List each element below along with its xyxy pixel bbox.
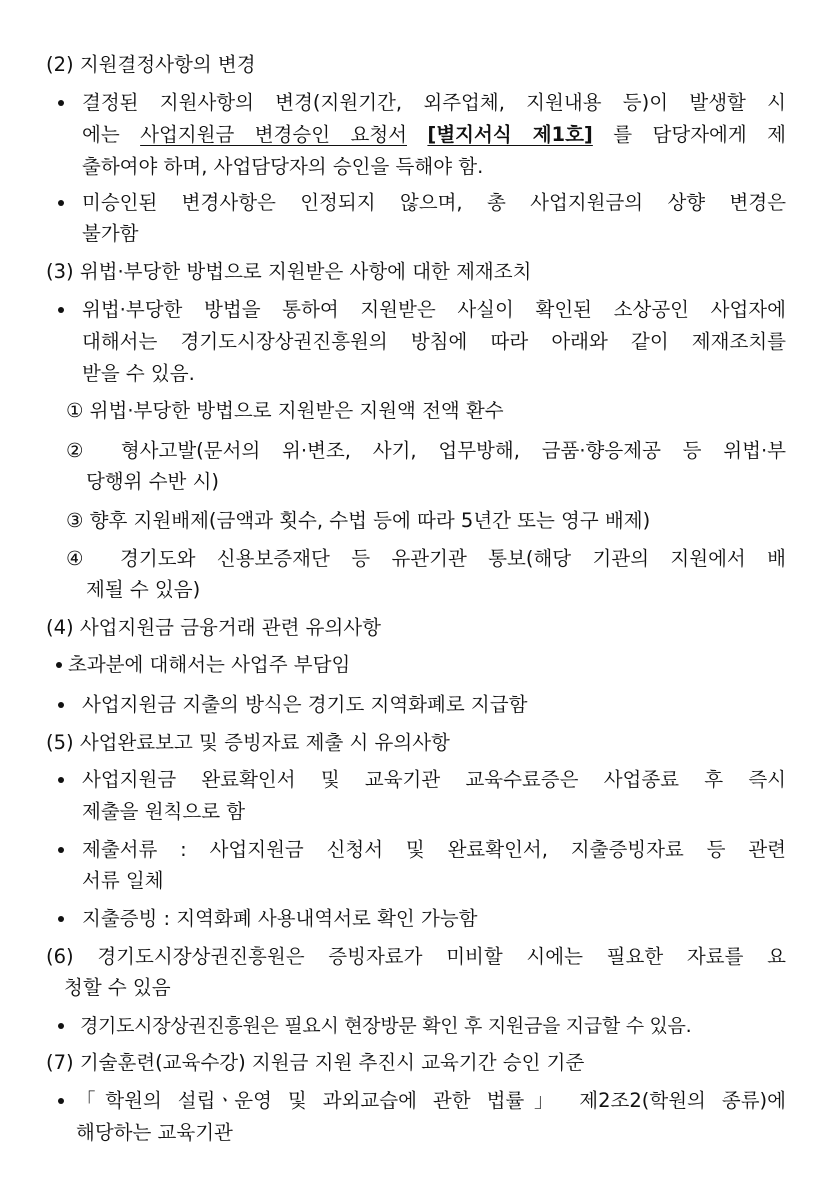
s3-bullet1-line2: 대해서는 경기도시장상권진흥원의 방침에 따라 아래와 같이 제재조치를 <box>82 330 786 353</box>
s5-bullet2-line1: 제출서류 : 사업지원금 신청서 및 완료확인서, 지출증빙자료 등 관련 <box>82 838 786 861</box>
s2-bullet2-line2: 불가함 <box>82 222 139 245</box>
section-heading-4: (4) 사업지원금 금융거래 관련 유의사항 <box>46 616 381 639</box>
s2-bullet1-line1: 결정된 지원사항의 변경(지원기간, 외주업체, 지원내용 등)이 발생할 시 <box>82 91 786 114</box>
bullet <box>58 100 64 106</box>
bullet <box>58 702 64 708</box>
sanction-item-3: ③ 향후 지원배제(금액과 횟수, 수법 등에 따라 5년간 또는 영구 배제) <box>66 509 651 532</box>
s5-bullet1-line1: 사업지원금 완료확인서 및 교육기관 교육수료증은 사업종료 후 즉시 <box>82 768 786 791</box>
section-heading-3: (3) 위법·부당한 방법으로 지원받은 사항에 대한 제재조치 <box>46 260 532 283</box>
section-heading-6-line2: 청할 수 있음 <box>64 976 171 999</box>
s5-bullet1-line2: 제출을 원칙으로 함 <box>82 800 246 823</box>
bullet <box>58 1098 64 1104</box>
s3-bullet1-line1: 위법·부당한 방법을 통하여 지원받은 사실이 확인된 소상공인 사업자에 <box>82 298 786 321</box>
s6-bullet1: 경기도시장상권진흥원은 필요시 현장방문 확인 후 지원금을 지급할 수 있음. <box>80 1015 692 1037</box>
section-heading-2: (2) 지원결정사항의 변경 <box>46 53 256 76</box>
sanction-item-1: ① 위법·부당한 방법으로 지원받은 지원액 전액 환수 <box>66 399 504 422</box>
bullet <box>58 307 64 313</box>
s7-bullet1-line1: 「학원의 설립ㆍ운영 및 과외교습에 관한 법률」 제2조2(학원의 종류)에 <box>76 1089 786 1112</box>
bullet <box>58 1023 64 1029</box>
bullet <box>58 916 64 922</box>
s2-bullet1-line2: 에는 사업지원금 변경승인 요청서 [별지서식 제1호] 를 담당자에게 제 <box>82 123 786 146</box>
s3-bullet1-line3: 받을 수 있음. <box>82 362 195 385</box>
form-id: [별지서식 제1호] <box>427 123 593 146</box>
bullet <box>58 200 64 206</box>
section-heading-5: (5) 사업완료보고 및 증빙자료 제출 시 유의사항 <box>46 731 450 754</box>
s4-bullet1: 초과분에 대해서는 사업주 부담임 <box>68 653 351 676</box>
bullet <box>56 662 62 668</box>
s2-bullet2-line1: 미승인된 변경사항은 인정되지 않으며, 총 사업지원금의 상향 변경은 <box>82 191 786 214</box>
s4-bullet2: 사업지원금 지출의 방식은 경기도 지역화폐로 지급함 <box>82 693 528 716</box>
sanction-item-2-line2: 당행위 수반 시) <box>86 470 220 493</box>
bullet <box>58 847 64 853</box>
s2-bullet1-line3: 출하여야 하며, 사업담당자의 승인을 득해야 함. <box>82 155 484 178</box>
sanction-item-2-line1: ② 형사고발(문서의 위·변조, 사기, 업무방해, 금품·향응제공 등 위법·부 <box>66 439 786 462</box>
s5-bullet2-line2: 서류 일체 <box>82 869 164 892</box>
s7-bullet1-line2: 해당하는 교육기관 <box>76 1121 233 1144</box>
section-heading-6-line1: (6) 경기도시장상권진흥원은 증빙자료가 미비할 시에는 필요한 자료를 요 <box>46 945 786 968</box>
section-heading-7: (7) 기술훈련(교육수강) 지원금 지원 추진시 교육기간 승인 기준 <box>46 1051 585 1074</box>
bullet <box>58 777 64 783</box>
s5-bullet3: 지출증빙 : 지역화폐 사용내역서로 확인 가능함 <box>82 907 478 930</box>
form-name: 사업지원금 변경승인 요청서 <box>140 123 407 146</box>
sanction-item-4-line1: ④ 경기도와 신용보증재단 등 유관기관 통보(해당 기관의 지원에서 배 <box>66 547 786 570</box>
sanction-item-4-line2: 제될 수 있음) <box>86 578 201 601</box>
